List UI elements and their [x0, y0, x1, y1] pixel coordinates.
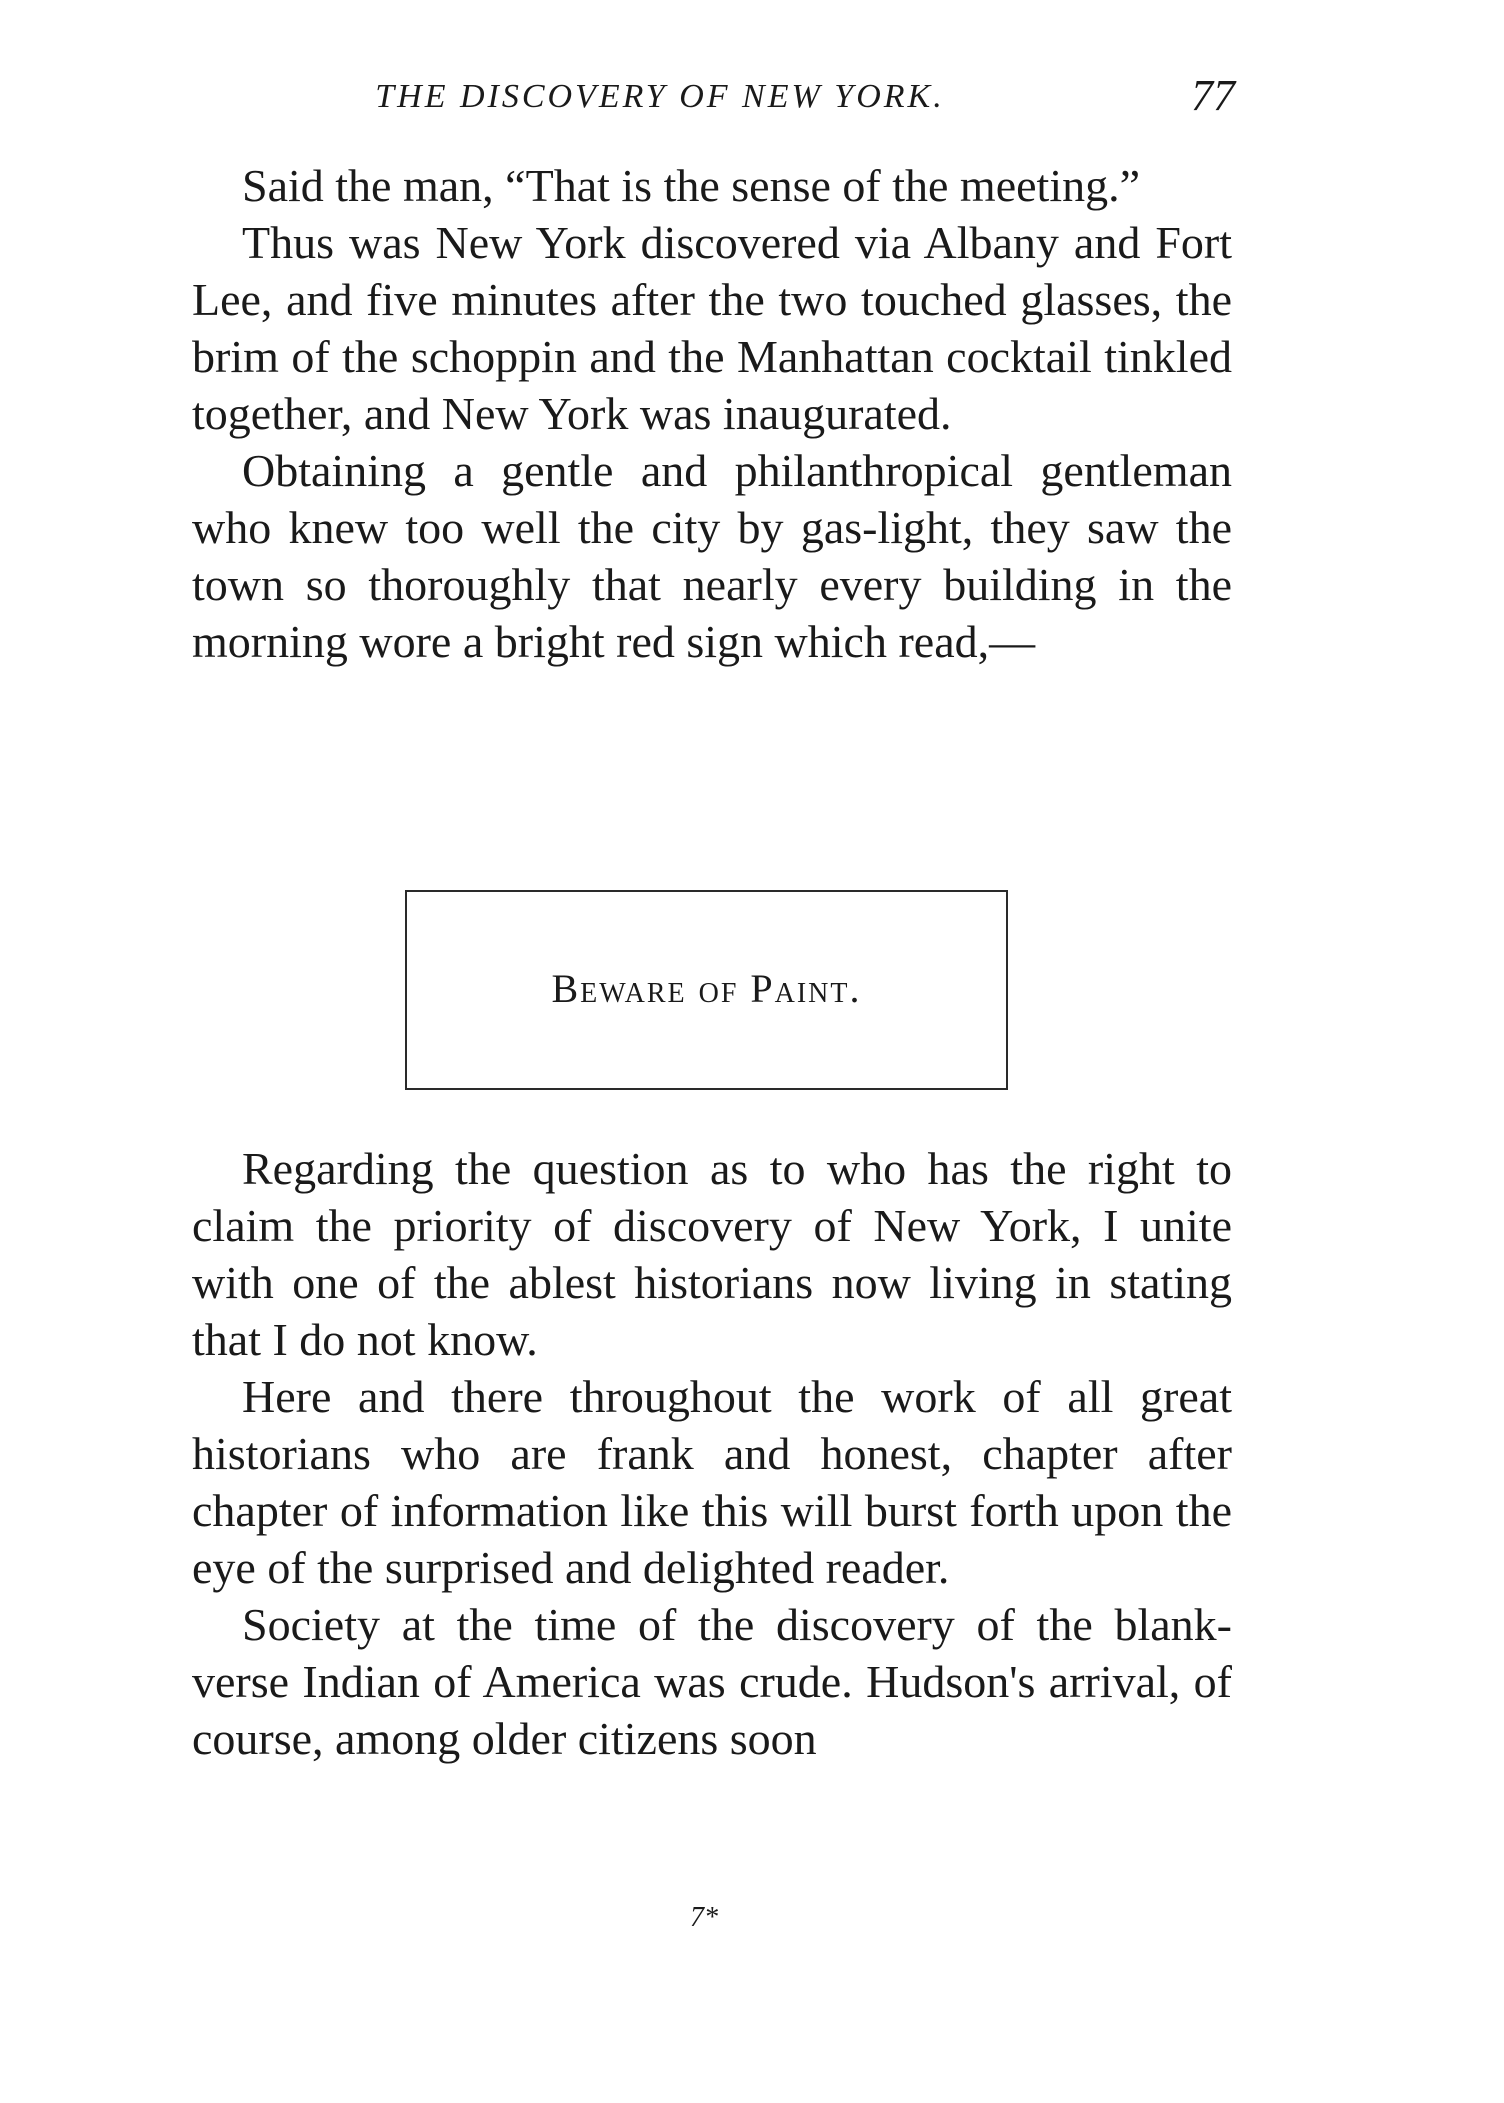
paragraph: Society at the time of the discovery of the blank-verse Indian of America was crude. Hudson's arrival, of course, among older citizens soon: [192, 1599, 1232, 1764]
paint-sign-box: [405, 890, 1008, 1090]
sign-text: Beware of Paint.: [551, 966, 862, 1011]
text-block-bottom: [192, 1140, 1232, 1767]
paragraph: Thus was New York discovered via Albany and Fort Lee, and five minutes after the two touched glasses, the brim of the schoppin and the Manhattan cocktail tinkled together, and New York was inaugurated.: [192, 217, 1232, 439]
signature-mark: 7*: [690, 1902, 718, 1933]
text-block-top: [192, 157, 1232, 670]
paragraph: Obtaining a gentle and philanthropical gentleman who knew too well the city by gas-light, they saw the town so thoroughly that nearly every building in the morning wore a bright red sign which read,—: [192, 445, 1232, 667]
paragraph: Here and there throughout the work of all great historians who are frank and honest, chapter after chapter of information like this will burst forth upon the eye of the surprised and delighted reader.: [192, 1371, 1232, 1593]
paragraph: Said the man, “That is the sense of the meeting.”: [242, 160, 1141, 211]
paragraph: Regarding the question as to who has the right to claim the priority of discovery of New York, I unite with one of the ablest historians now living in stating that I do not know.: [192, 1143, 1232, 1365]
page-number: 77: [1191, 71, 1235, 120]
running-header: [190, 70, 1235, 130]
running-title: THE DISCOVERY OF NEW YORK.: [375, 78, 945, 115]
